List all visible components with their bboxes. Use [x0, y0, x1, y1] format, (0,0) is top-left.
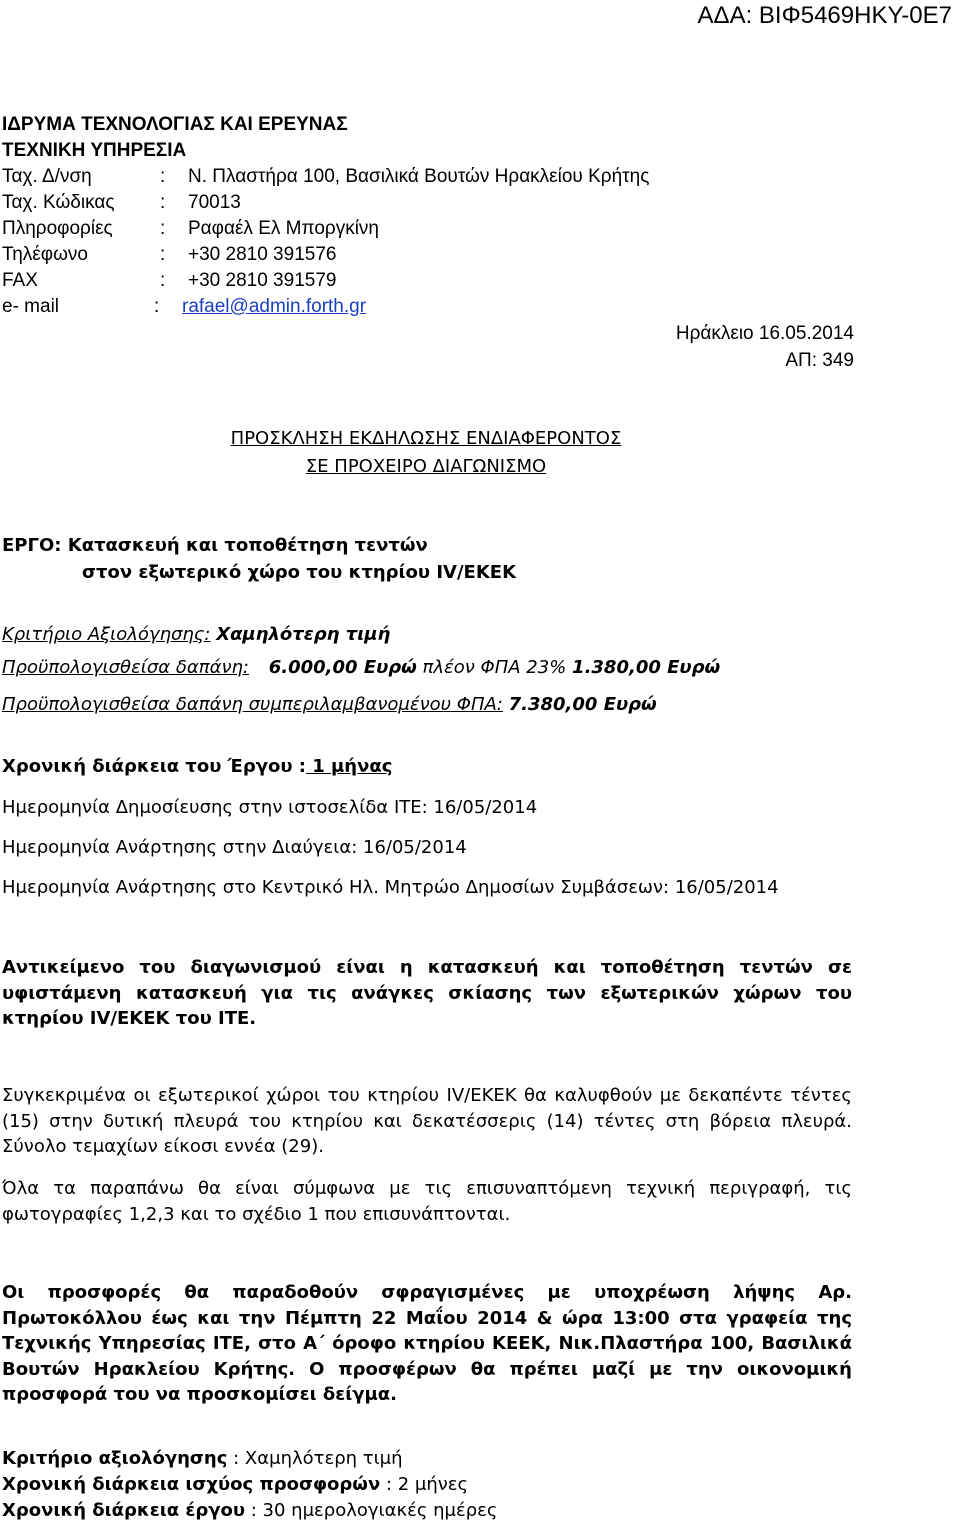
budget-total-value: 7.380,00 Ευρώ — [508, 694, 657, 715]
publication-date-registry: Ημερομηνία Ανάρτησης στο Κεντρικό Ηλ. Μητρώο Δημοσίων Συμβάσεων: 16/05/2014 — [2, 877, 779, 898]
protocol-number: ΑΠ: 349 — [785, 350, 854, 371]
criterion-value: Χαμηλότερη τιμή — [216, 624, 391, 645]
budget-total-line — [2, 694, 657, 715]
summary-criterion — [2, 1448, 403, 1469]
row-sep: : — [154, 296, 160, 317]
row-key: Τηλέφωνο — [2, 244, 88, 265]
email-link[interactable]: rafael@admin.forth.gr — [182, 296, 367, 317]
budget-total-label: Προϋπολογισθείσα δαπάνη συμπεριλαμβανομένου ΦΠΑ: — [2, 694, 503, 715]
budget-value: 6.000,00 Ευρώ — [268, 657, 417, 678]
ergo-text-2: στον εξωτερικό χώρο του κτηρίου IV/ΕΚΕΚ — [82, 562, 517, 583]
org-row-fax — [2, 268, 649, 294]
row-value: 70013 — [188, 192, 241, 213]
row-value: Ν. Πλαστήρα 100, Βασιλικά Βουτών Ηρακλείου Κρήτης — [188, 166, 650, 187]
place-date: Ηράκλειο 16.05.2014 — [675, 323, 854, 344]
budget-label: Προϋπολογισθείσα δαπάνη: — [2, 657, 249, 678]
row-key: Πληροφορίες — [2, 218, 113, 239]
row-sep: : — [160, 218, 166, 239]
criterion-line — [2, 624, 390, 645]
criterion-label: Κριτήριο Αξιολόγησης: — [2, 624, 211, 645]
budget-plus: πλέον ΦΠΑ 23% — [422, 657, 567, 678]
offers-paragraph: Οι προσφορές θα παραδοθούν σφραγισμένες με υποχρέωση λήψης Αρ. Πρωτοκόλλου έως και την Πέμπτη 22 Μαΐου 2014 & ώρα 13:00 στα γραφεία της Τεχνικής Υπηρεσίας ΙΤΕ, στο Α΄ όροφο κτηρίου ΚΕΕΚ, Νικ.Πλαστήρα 100, Βασιλικά Βουτών Ηρακλείου Κρήτης. Ο προσφέρων θα πρέπει μαζί με την οικονομική προσφορά του να προσκομίσει δείγμα. — [2, 1282, 852, 1405]
row-sep: : — [160, 192, 166, 213]
row-value: +30 2810 391576 — [188, 244, 337, 265]
all-paragraph: Όλα τα παραπάνω θα είναι σύμφωνα με τις επισυναπτόμενη τεχνική περιγραφή, τις φωτογραφίες 1,2,3 και το σχέδιο 1 που επισυνάπτονται. — [2, 1178, 852, 1225]
title-line-2: ΣΕ ΠΡΟΧΕΙΡΟ ΔΙΑΓΩΝΙΣΜΟ — [305, 456, 547, 477]
row-value: +30 2810 391579 — [188, 270, 337, 291]
ergo-text-1: Κατασκευή και τοποθέτηση τεντών — [67, 535, 428, 556]
publication-date-ite: Ημερομηνία Δημοσίευσης στην ιστοσελίδα ΙΤΕ: 16/05/2014 — [2, 797, 538, 818]
title-line-1: ΠΡΟΣΚΛΗΣΗ ΕΚΔΗΛΩΣΗΣ ΕΝΔΙΑΦΕΡΟΝΤΟΣ — [230, 428, 622, 449]
org-header — [2, 112, 649, 320]
org-row-email — [2, 294, 649, 320]
org-dept: ΤΕΧΝΙΚΗ ΥΠΗΡΕΣΙΑ — [2, 140, 187, 161]
org-name: ΙΔΡΥΜΑ ΤΕΧΝΟΛΟΓΙΑΣ ΚΑΙ ΕΡΕΥΝΑΣ — [2, 114, 348, 135]
budget-vat: 1.380,00 Ευρώ — [572, 657, 721, 678]
object-paragraph: Αντικείμενο του διαγωνισμού είναι η κατασκευή και τοποθέτηση τεντών σε υφιστάμενη κατασκευή για τις ανάγκες σκίασης των εξωτερικών χώρων του κτηρίου IV/ΕΚΕΚ του ΙΤΕ. — [2, 957, 852, 1029]
row-value: Ραφαέλ Ελ Μποργκίνη — [188, 218, 379, 239]
duration-value: 1 μήνας — [306, 756, 393, 777]
row-sep: : — [160, 166, 166, 187]
summary-project-duration — [2, 1500, 497, 1521]
org-row-info — [2, 216, 649, 242]
summary-value: : Χαμηλότερη τιμή — [227, 1448, 403, 1469]
row-key: Ταχ. Κώδικας — [2, 192, 115, 213]
ada-code: ΑΔΑ: ΒΙΦ5469ΗΚΥ-0Ε7 — [697, 2, 952, 29]
summary-label: Χρονική διάρκεια έργου — [2, 1500, 246, 1521]
ergo-label: ΕΡΓΟ: — [2, 535, 62, 556]
org-row-address — [2, 164, 649, 190]
summary-label: Χρονική διάρκεια ισχύος προσφορών — [2, 1474, 381, 1495]
org-row-postcode — [2, 190, 649, 216]
duration-line — [2, 756, 392, 777]
duration-label: Χρονική διάρκεια του Έργου : — [2, 756, 306, 777]
row-sep: : — [160, 244, 166, 265]
publication-date-diavgeia: Ημερομηνία Ανάρτησης στην Διαύγεια: 16/05/2014 — [2, 837, 467, 858]
summary-label: Κριτήριο αξιολόγησης — [2, 1448, 228, 1469]
ergo-line-1 — [2, 535, 428, 556]
specific-paragraph: Συγκεκριμένα οι εξωτερικοί χώροι του κτηρίου IV/ΕΚΕΚ θα καλυφθούν με δεκαπέντε τέντες (15) στην δυτική πλευρά του κτηρίου και δεκατέσσερις (14) τέντες στη βόρεια πλευρά. Σύνολο τεμαχίων είκοσι εννέα (29). — [2, 1085, 852, 1157]
budget-line — [2, 657, 720, 678]
row-key: e- mail — [2, 296, 60, 317]
summary-value: : 30 ημερολογιακές ημέρες — [245, 1500, 498, 1521]
org-row-phone — [2, 242, 649, 268]
summary-offer-validity — [2, 1474, 468, 1495]
row-key: Ταχ. Δ/νση — [2, 166, 92, 187]
row-key: FAX — [2, 270, 38, 291]
summary-value: : 2 μήνες — [380, 1474, 469, 1495]
row-sep: : — [160, 270, 166, 291]
